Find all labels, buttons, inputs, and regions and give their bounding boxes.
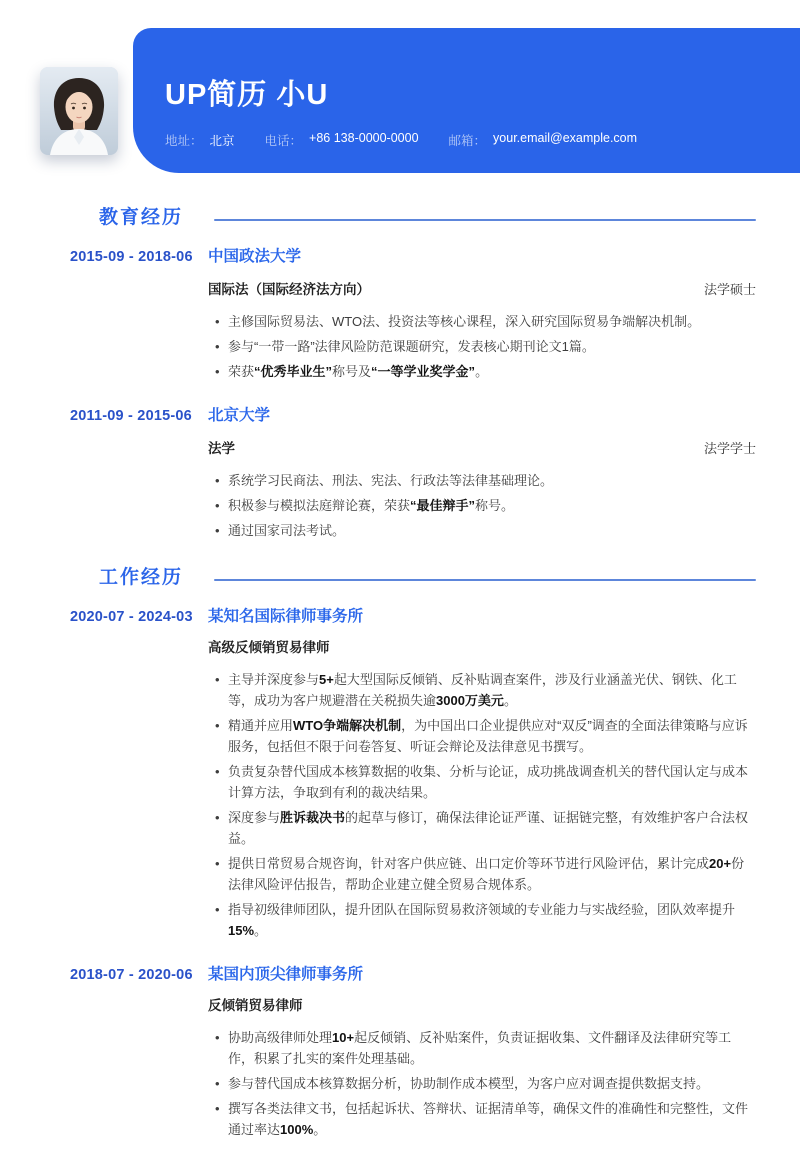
bullet-item: • 荣获“优秀毕业生”称号及“一等学业奖学金”。 <box>208 361 756 382</box>
entry-main <box>208 965 756 1144</box>
entry-role-row <box>208 997 756 1015</box>
contact-email <box>449 131 638 149</box>
bullet-item: • 主导并深度参与5+起大型国际反倾销、反补贴调查案件，涉及行业涵盖光伏、钢铁、化工等，成功为客户规避潜在关税损失逾3000万美元。 <box>208 669 756 711</box>
entry-date: 2020-07 - 2024-03 <box>70 609 193 625</box>
bullet-item: • 参与替代国成本核算数据分析，协助制作成本模型，为客户应对调查提供数据支持。 <box>208 1073 756 1094</box>
entry-date: 2018-07 - 2020-06 <box>70 967 193 983</box>
email-label: 邮箱： <box>448 134 487 148</box>
section-divider <box>214 219 756 221</box>
contact-address <box>165 131 235 149</box>
header-banner <box>133 28 800 173</box>
bullet-item: • 撰写各类法律文书，包括起诉状、答辩状、证据清单等，确保文件的准确性和完整性，文件通过率达100%。 <box>208 1098 756 1140</box>
profile-photo <box>40 67 118 155</box>
entry-bullet-list <box>208 669 756 941</box>
entry-role: 法学 <box>208 441 235 456</box>
entry-organization: 中国政法大学 <box>208 248 302 265</box>
entry-date: 2015-09 - 2018-06 <box>70 249 193 265</box>
resume-section <box>70 565 756 1144</box>
resume-entry <box>70 247 756 386</box>
bullet-item: • 指导初级律师团队，提升团队在国际贸易救济领域的专业能力与实战经验，团队效率提升15%。 <box>208 899 756 941</box>
entry-role-row <box>208 639 756 657</box>
resume-entry <box>70 965 756 1144</box>
resume-entry <box>70 406 756 545</box>
resume-body <box>0 173 800 1164</box>
resume-section <box>70 205 756 545</box>
entry-organization: 某国内顶尖律师事务所 <box>208 966 364 983</box>
entry-degree: 法学硕士 <box>703 282 756 297</box>
entry-organization: 某知名国际律师事务所 <box>208 608 364 625</box>
entry-role-row <box>208 279 756 299</box>
section-divider <box>214 579 756 581</box>
bullet-item: • 深度参与胜诉裁决书的起草与修订，确保法律论证严谨、证据链完整，有效维护客户合法权益。 <box>208 807 756 849</box>
bullet-item: • 主修国际贸易法、WTO法、投资法等核心课程，深入研究国际贸易争端解决机制。 <box>208 311 756 332</box>
entry-main <box>208 607 756 945</box>
section-header <box>70 205 756 231</box>
address-value: 北京 <box>209 134 235 148</box>
bullet-item: • 提供日常贸易合规咨询，针对客户供应链、出口定价等环节进行风险评估，累计完成20+份法律风险评估报告，帮助企业建立健全贸易合规体系。 <box>208 853 756 895</box>
bullet-item: • 通过国家司法考试。 <box>208 520 756 541</box>
bullet-item: • 精通并应用WTO争端解决机制，为中国出口企业提供应对“双反”调查的全面法律策略与应诉服务，包括但不限于问卷答复、听证会辩论及法律意见书撰写。 <box>208 715 756 757</box>
resume-entry <box>70 607 756 945</box>
candidate-name: UP简历 小U <box>165 79 329 111</box>
entry-role: 反倾销贸易律师 <box>208 998 303 1013</box>
entry-organization: 北京大学 <box>208 407 271 424</box>
entry-bullet-list <box>208 311 756 382</box>
bullet-item: • 参与“一带一路”法律风险防范课题研究，发表核心期刊论文1篇。 <box>208 336 756 357</box>
section-header <box>70 565 756 591</box>
bullet-item: • 积极参与模拟法庭辩论赛，荣获“最佳辩手”称号。 <box>208 495 756 516</box>
section-title: 工作经历 <box>99 567 184 588</box>
portrait-illustration <box>40 67 118 155</box>
entry-role: 国际法（国际经济法方向） <box>208 282 370 297</box>
entry-role-row <box>208 438 756 458</box>
entry-role: 高级反倾销贸易律师 <box>208 640 330 655</box>
entry-degree: 法学学士 <box>703 441 756 456</box>
phone-label: 电话： <box>264 134 303 148</box>
contact-phone <box>265 131 419 149</box>
bullet-item: • 协助高级律师处理10+起反倾销、反补贴案件，负责证据收集、文件翻译及法律研究等工作，积累了扎实的案件处理基础。 <box>208 1027 756 1069</box>
bullet-item: • 负责复杂替代国成本核算数据的收集、分析与论证，成功挑战调查机关的替代国认定与成本计算方法，争取到有利的裁决结果。 <box>208 761 756 803</box>
entry-bullet-list <box>208 1027 756 1140</box>
entry-bullet-list <box>208 470 756 541</box>
phone-value: +86 138-0000-0000 <box>309 131 419 145</box>
bullet-item: • 系统学习民商法、刑法、宪法、行政法等法律基础理论。 <box>208 470 756 491</box>
entry-main <box>208 247 756 386</box>
address-label: 地址： <box>165 134 203 148</box>
section-title: 教育经历 <box>99 207 184 228</box>
entry-date: 2011-09 - 2015-06 <box>70 408 192 424</box>
contact-row <box>165 131 637 149</box>
email-value: your.email@example.com <box>493 131 638 145</box>
entry-main <box>208 406 756 545</box>
